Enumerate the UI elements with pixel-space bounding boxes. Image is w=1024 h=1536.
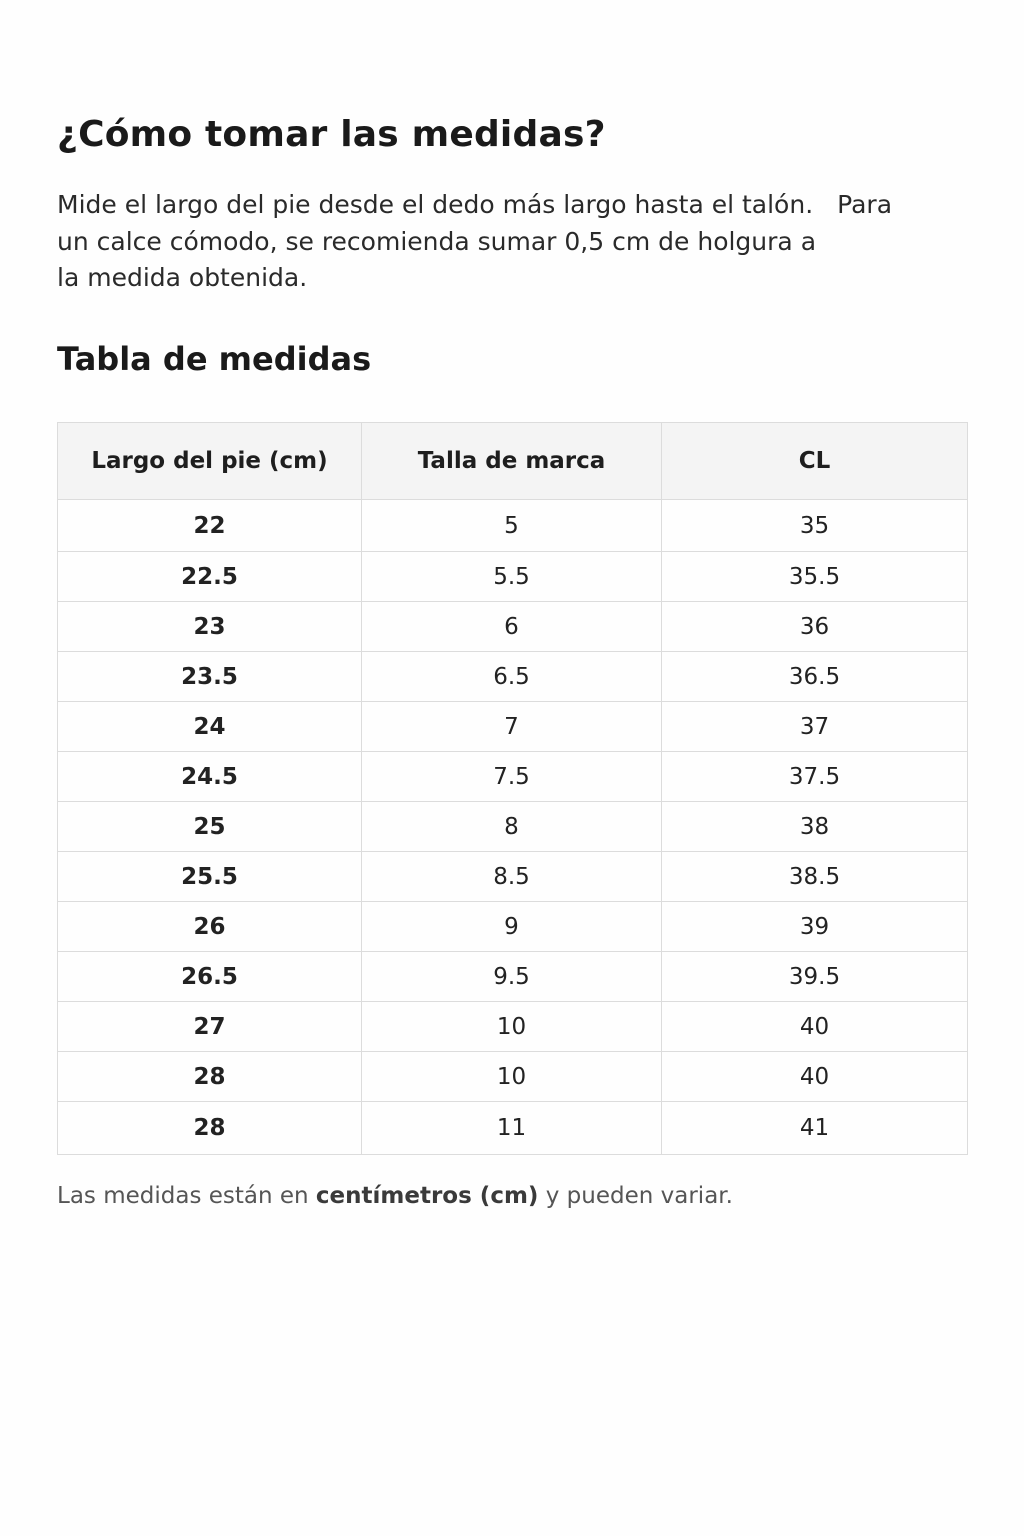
cell-cl: 40 [662, 1052, 968, 1102]
table-row [58, 852, 968, 902]
cell-foot-length: 24 [58, 702, 362, 752]
cell-foot-length: 24.5 [58, 752, 362, 802]
cell-brand-size: 8 [362, 802, 662, 852]
table-body [58, 500, 968, 1155]
footnote-suffix: y pueden variar. [538, 1183, 733, 1209]
column-header-cl: CL [662, 423, 968, 500]
cell-brand-size: 7 [362, 702, 662, 752]
cell-brand-size: 6.5 [362, 652, 662, 702]
cell-brand-size: 10 [362, 1052, 662, 1102]
cell-brand-size: 5.5 [362, 552, 662, 602]
table-row [58, 952, 968, 1002]
intro-line-1-tail: Para [837, 190, 893, 219]
intro-line-3: la medida obtenida. [57, 263, 308, 292]
cell-brand-size: 5 [362, 500, 662, 552]
cell-brand-size: 9 [362, 902, 662, 952]
intro-text [57, 187, 937, 297]
footnote-prefix: Las medidas están en [57, 1183, 316, 1209]
cell-brand-size: 11 [362, 1102, 662, 1155]
table-row [58, 500, 968, 552]
size-table [57, 422, 968, 1155]
table-title: Tabla de medidas [57, 340, 372, 378]
cell-cl: 39.5 [662, 952, 968, 1002]
table-row [58, 552, 968, 602]
cell-foot-length: 25.5 [58, 852, 362, 902]
cell-cl: 41 [662, 1102, 968, 1155]
footnote-unit: centímetros (cm) [315, 1183, 539, 1209]
cell-foot-length: 22 [58, 500, 362, 552]
cell-foot-length: 26.5 [58, 952, 362, 1002]
footnote [57, 1183, 733, 1209]
column-header-foot-length: Largo del pie (cm) [58, 423, 362, 500]
cell-cl: 40 [662, 1002, 968, 1052]
cell-cl: 35.5 [662, 552, 968, 602]
cell-cl: 37 [662, 702, 968, 752]
intro-line-2: un calce cómodo, se recomienda sumar 0,5 cm de holgura a [57, 226, 817, 256]
table-row [58, 602, 968, 652]
table-row [58, 652, 968, 702]
cell-cl: 38.5 [662, 852, 968, 902]
table-row [58, 1052, 968, 1102]
cell-foot-length: 26 [58, 902, 362, 952]
cell-cl: 36.5 [662, 652, 968, 702]
cell-foot-length: 28 [58, 1102, 362, 1155]
table-row [58, 702, 968, 752]
cell-foot-length: 28 [58, 1052, 362, 1102]
table-row [58, 1002, 968, 1052]
table-row [58, 752, 968, 802]
cell-foot-length: 23.5 [58, 652, 362, 702]
table-header-row [58, 423, 968, 500]
table-row [58, 902, 968, 952]
cell-cl: 39 [662, 902, 968, 952]
cell-cl: 36 [662, 602, 968, 652]
cell-cl: 37.5 [662, 752, 968, 802]
cell-brand-size: 6 [362, 602, 662, 652]
cell-brand-size: 10 [362, 1002, 662, 1052]
cell-brand-size: 7.5 [362, 752, 662, 802]
cell-brand-size: 9.5 [362, 952, 662, 1002]
page-title: ¿Cómo tomar las medidas? [57, 114, 606, 155]
cell-foot-length: 23 [58, 602, 362, 652]
table-row [58, 802, 968, 852]
table-row [58, 1102, 968, 1155]
cell-cl: 38 [662, 802, 968, 852]
cell-cl: 35 [662, 500, 968, 552]
cell-foot-length: 22.5 [58, 552, 362, 602]
cell-foot-length: 27 [58, 1002, 362, 1052]
intro-line-1: Mide el largo del pie desde el dedo más largo hasta el talón. [57, 190, 814, 219]
cell-brand-size: 8.5 [362, 852, 662, 902]
column-header-brand-size: Talla de marca [362, 423, 662, 500]
cell-foot-length: 25 [58, 802, 362, 852]
